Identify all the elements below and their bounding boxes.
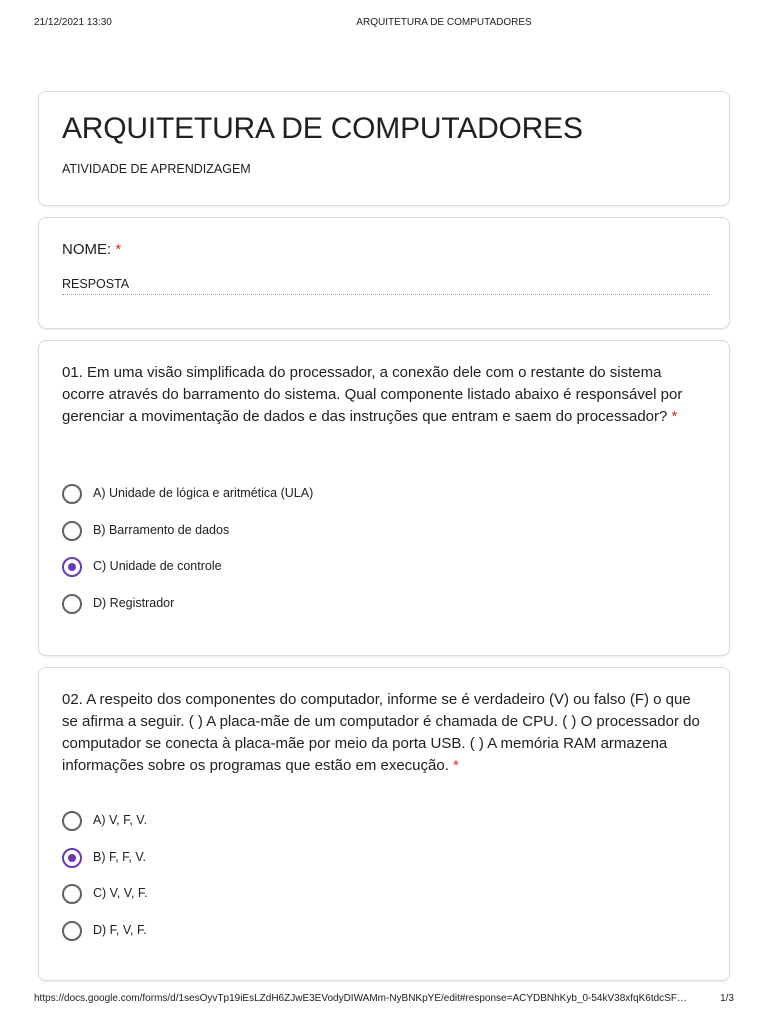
question-text-2 <box>62 689 707 777</box>
radio-unchecked-icon[interactable] <box>62 811 82 831</box>
radio-unchecked-icon[interactable] <box>62 884 82 904</box>
required-asterisk: * <box>453 757 459 774</box>
radio-dot <box>68 854 76 862</box>
name-answer-field[interactable]: RESPOSTA <box>62 277 710 295</box>
radio-unchecked-icon[interactable] <box>62 594 82 614</box>
radio-unchecked-icon[interactable] <box>62 521 82 541</box>
question-text-1 <box>62 362 707 428</box>
print-doc-title: ARQUITETURA DE COMPUTADORES <box>356 17 532 28</box>
question-1-options <box>62 484 702 630</box>
question-2-text: 02. A respeito dos componentes do computador, informe se é verdadeiro (V) ou falso (F) o que se afirma a seguir. ( ) A placa-mãe de um computador é chamada de CPU. ( ) O processador do computador se conecta à placa-mãe por meio da porta USB. ( ) A memória RAM armazena informações sobre os programas que estão em execução. <box>62 691 700 774</box>
question-2-options <box>62 811 702 957</box>
required-asterisk: * <box>671 408 678 425</box>
radio-option-q2-d[interactable] <box>62 921 702 958</box>
radio-option-q1-c[interactable] <box>62 557 702 594</box>
radio-option-q2-b[interactable] <box>62 848 702 885</box>
radio-unchecked-icon[interactable] <box>62 484 82 504</box>
radio-option-q1-b[interactable] <box>62 521 702 558</box>
option-label: A) V, F, V. <box>93 813 147 827</box>
print-header <box>0 17 768 31</box>
radio-checked-icon[interactable] <box>62 848 82 868</box>
name-question-text: NOME: <box>62 241 112 258</box>
radio-unchecked-icon[interactable] <box>62 921 82 941</box>
option-label: C) Unidade de controle <box>93 559 222 573</box>
question-card-2 <box>38 667 730 981</box>
print-url: https://docs.google.com/forms/d/1sesOyvTp19iEsLZdH6ZJwE3EVodyDIWAMm-NyBNKpYE/edit#response=ACYDBNhKyb_0-54kV38xfqK6tdcSF… <box>34 993 687 1004</box>
option-label: B) F, F, V. <box>93 849 147 864</box>
radio-dot <box>68 563 76 571</box>
option-label: B) Barramento de dados <box>93 522 230 537</box>
radio-option-q2-a[interactable] <box>62 811 702 848</box>
form-header-card <box>38 91 730 206</box>
radio-option-q1-a[interactable] <box>62 484 702 521</box>
name-question-label <box>62 241 121 258</box>
radio-checked-icon[interactable] <box>62 557 82 577</box>
option-label: D) F, V, F. <box>93 922 147 937</box>
form-description: ATIVIDADE DE APRENDIZAGEM <box>62 162 251 176</box>
page-number: 1/3 <box>720 993 734 1004</box>
print-datetime: 21/12/2021 13:30 <box>34 17 112 28</box>
required-asterisk: * <box>115 241 122 258</box>
question-1-text: 01. Em uma visão simplificada do processador, a conexão dele com o restante do sistema ocorre através do barramento do sistema. Qual componente listado abaixo é responsável por gerenciar a movimentação de dados e das instruções que entram e saem do processador? <box>62 364 683 425</box>
radio-option-q2-c[interactable] <box>62 884 702 921</box>
print-footer <box>0 993 768 1007</box>
name-question-card <box>38 217 730 329</box>
option-label: A) Unidade de lógica e aritmética (ULA) <box>93 486 314 500</box>
option-label: D) Registrador <box>93 595 175 610</box>
form-title: ARQUITETURA DE COMPUTADORES <box>62 112 583 145</box>
option-label: C) V, V, F. <box>93 886 148 900</box>
question-card-1 <box>38 340 730 656</box>
radio-option-q1-d[interactable] <box>62 594 702 631</box>
